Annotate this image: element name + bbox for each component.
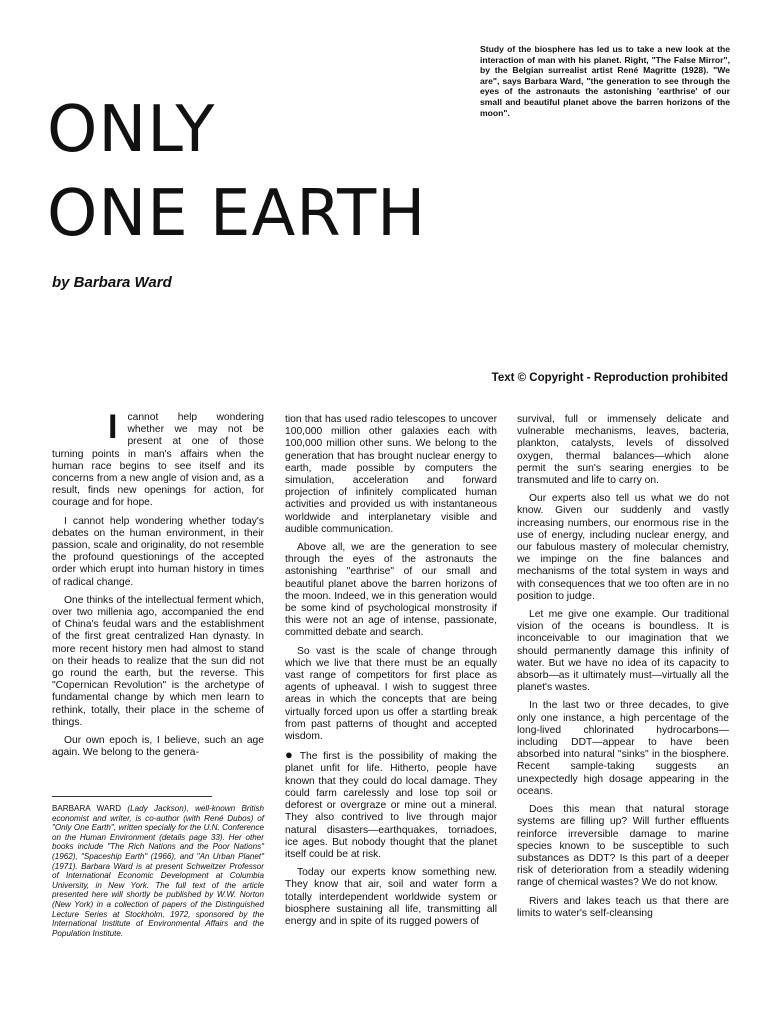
bullet-icon: ● <box>285 747 296 763</box>
paragraph: Let me give one example. Our traditional vision of the oceans is boundless. It is inconceivable to our imagination that we should permanently damage this infinity of water. But we have no idea of its capacity to absorb—as it ultimately must—virtually all the planet's wastes. <box>517 609 729 694</box>
bio-divider <box>52 796 212 797</box>
paragraph <box>52 408 264 510</box>
paragraph: survival, full or immensely delicate and vulnerable mechanisms, leaves, bacteria, plankton, catalysts, levels of dissolved oxygen, thermal balances—which alone permit the sun's searing energies to be transmuted and life to carry on. <box>517 414 729 487</box>
column-2 <box>285 414 497 934</box>
author-bio-text: (Lady Jackson), well-known British economist and writer, is co-author (with René Dubos) of "Only One Earth", written specially for the U.N. Conference on the Human Environment (details page 33). Her other books include "The Rich Nations and the Poor Nations" (1962), "Spaceship Earth" (1966), and "An Urban Planet" (1971). Barbara Ward is at present Schweitzer Professor of International Economic Development at Columbia University, in New York. The full text of the article presented here will shortly be published by W.W. Norton (New York) in a collection of papers of the Distinguished Lecture Series at Stockholm, 1972, sponsored by the International Institute of Environmental Affairs and the Population Institute. <box>52 804 264 938</box>
paragraph <box>285 749 497 861</box>
author-name: BARBARA WARD <box>52 804 122 813</box>
paragraph-text: The first is the possibility of making the planet unfit for life. Hitherto, people have known that they could do local damage. They could farm carelessly and lose top soil or deforest or overgraze or mine out a mineral. They also contrived to live through major natural disasters—earthquakes, tornadoes, ice ages. But nobody thought that the planet itself could be at risk. <box>285 751 497 860</box>
paragraph: Today our experts know something new. They know that air, soil and water form a totally interdependent worldwide system or biosphere sustaining all life, transmitting all energy and in spite of its rugged powers of <box>285 867 497 927</box>
paragraph: In the last two or three decades, to give only one instance, a high percentage of the long-lived chlorinated hydrocarbons—including DDT—appear to have been absorbed into natural "sinks" in the biosphere. Recent sample-taking suggests an unexpectedly high dosage appearing in the oceans. <box>517 700 729 797</box>
title-line-2: ONE EARTH <box>47 177 427 251</box>
image-caption: Study of the biosphere has led us to take a new look at the interaction of man with his planet. Right, "The False Mirror", by the Belgian surrealist artist René Magritte (1928). "We are", says Barbara Ward, "the generation to see through the eyes of the astronauts the astonishing 'earthrise' of our small and beautiful planet above the barren horizons of the moon". <box>480 44 730 118</box>
column-1 <box>52 408 264 765</box>
paragraph: I cannot help wondering whether today's debates on the human environment, in their passion, scale and originality, do not resemble the profound questionings of the accepted order which erupt into human history in times of radical change. <box>52 515 264 588</box>
paragraph-text: cannot help wondering whether we may not be present at one of those turning points in man's affairs when the human race begins to see itself and its concerns from a new angle of vision and, as a result, finds new openings for action, for courage and for hope. <box>52 412 264 509</box>
copyright-notice: Text © Copyright - Reproduction prohibited <box>491 372 728 384</box>
article-title <box>47 88 426 256</box>
paragraph: One thinks of the intellectual ferment which, over two millenia ago, accompanied the end of China's feudal wars and the establishment of the first great centralized Han dynasty. In more recent history men had almost to stand on their heads to realize that the sun did not go round the earth, but the reverse. This "Copernican Revolution" is the archetype of fundamental change by which men learn to rethink, totally, their place in the scheme of things. <box>52 594 264 728</box>
paragraph: Our own epoch is, I believe, such an age again. We belong to the genera- <box>52 735 264 759</box>
paragraph: Rivers and lakes teach us that there are limits to water's self-cleansing <box>517 895 729 919</box>
paragraph: Does this mean that natural storage systems are filling up? Will further effluents reinforce irreversible damage to marine species known to be susceptible to such substances as DDT? Is this part of a deeper risk of deterioration from a steadily widening range of chemical wastes? We do not know. <box>517 804 729 889</box>
paragraph: tion that has used radio telescopes to uncover 100,000 million other galaxies each with 100,000 million other suns. We belong to the generation that has brought nuclear energy to earth, made possible by computers the simulation, acceleration and forward projection of infinitely complicated human activities and provided us with instantaneous worldwide and interplanetary visible and audible communication. <box>285 414 497 535</box>
paragraph: So vast is the scale of change through which we live that there must be an equally vast range of competitors for first place as agents of upheaval. I wish to suggest three areas in which the concepts that are being virtually forced upon us offer a startling break from past patterns of thought and accepted wisdom. <box>285 645 497 743</box>
drop-cap: I <box>108 408 118 446</box>
author-bio <box>52 804 264 938</box>
title-line-1: ONLY <box>47 93 216 167</box>
paragraph: Our experts also tell us what we do not know. Given our suddenly and vastly increasing numbers, our enormous rise in the use of energy, including nuclear energy, and our fabulous mastery of molecular chemistry, we impinge on the fine balances and mechanisms of the total system in ways and with consequences that we too often are in no position to judge. <box>517 493 729 602</box>
byline: by Barbara Ward <box>52 274 172 291</box>
paragraph: Above all, we are the generation to see through the eyes of the astronauts the astonishing "earthrise" of our small and beautiful planet above the barren horizons of the moon. Indeed, we in this generation would be some kind of psychological monstrosity if this were not an age of intense, passionate, committed debate and search. <box>285 542 497 639</box>
column-3 <box>517 414 729 926</box>
